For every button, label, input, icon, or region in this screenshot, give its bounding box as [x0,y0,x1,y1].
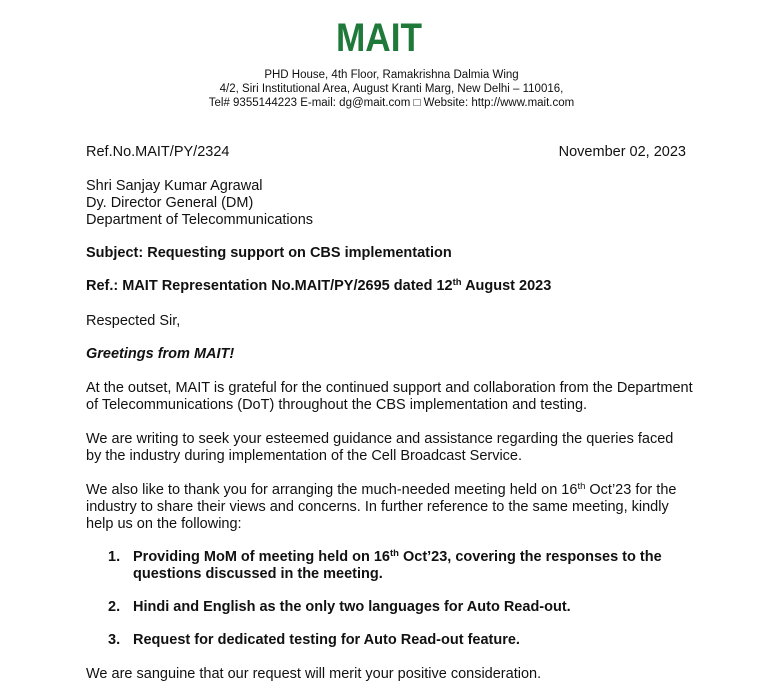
list-item-text: Hindi and English as the only two languages for Auto Read-out. [133,599,571,615]
reference-number: Ref.No.MAIT/PY/2324 [86,144,230,160]
address-line-1: PHD House, 4th Floor, Ramakrishna Dalmia Wing [264,69,519,81]
paragraph-3-line-1: We also like to thank you for arranging the much-needed meeting held on 16th Oct’23 for the [86,481,677,498]
list-item-number: 3. [108,632,121,648]
salutation: Respected Sir, [86,313,181,329]
closing-line: We are sanguine that our request will merit your positive consideration. [86,666,542,682]
greeting: Greetings from MAIT! [86,346,235,362]
paragraph-1-line-1: At the outset, MAIT is grateful for the continued support and collaboration from the Department [86,380,693,396]
recipient-department: Department of Telecommunications [86,212,314,228]
list-item-number: 2. [108,599,121,615]
recipient-name: Shri Sanjay Kumar Agrawal [86,178,263,194]
address-line-3: Tel# 9355144223 E-mail: dg@mait.com □ Website: http://www.mait.com [208,97,575,109]
recipient-designation: Dy. Director General (DM) [86,195,254,211]
paragraph-1-line-2: of Telecommunications (DoT) throughout the CBS implementation and testing. [86,397,588,413]
subject-line: Subject: Requesting support on CBS implementation [86,245,452,261]
list-item-text: Request for dedicated testing for Auto Read-out feature. [133,632,520,648]
paragraph-2-line-2: by the industry during implementation of the Cell Broadcast Service. [86,448,523,464]
list-item-text: questions discussed in the meeting. [133,566,383,582]
mait-logo-text: MAIT [336,16,422,58]
paragraph-2-line-1: We are writing to seek your esteemed guidance and assistance regarding the queries faced [86,431,674,447]
address-line-2: 4/2, Siri Institutional Area, August Kranti Marg, New Delhi – 110016, [219,83,564,95]
mait-logo [334,14,424,58]
paragraph-3-line-3: help us on the following: [86,516,242,532]
letter-date: November 02, 2023 [558,144,686,160]
reference-line: Ref.: MAIT Representation No.MAIT/PY/2695 dated 12th August 2023 [86,277,552,294]
paragraph-3-line-2: industry to share their views and concerns. In further reference to the same meeting, kindly [86,499,669,515]
list-item-number: 1. [108,549,121,565]
list-item-text: Providing MoM of meeting held on 16th Oct’23, covering the responses to the [133,548,662,565]
